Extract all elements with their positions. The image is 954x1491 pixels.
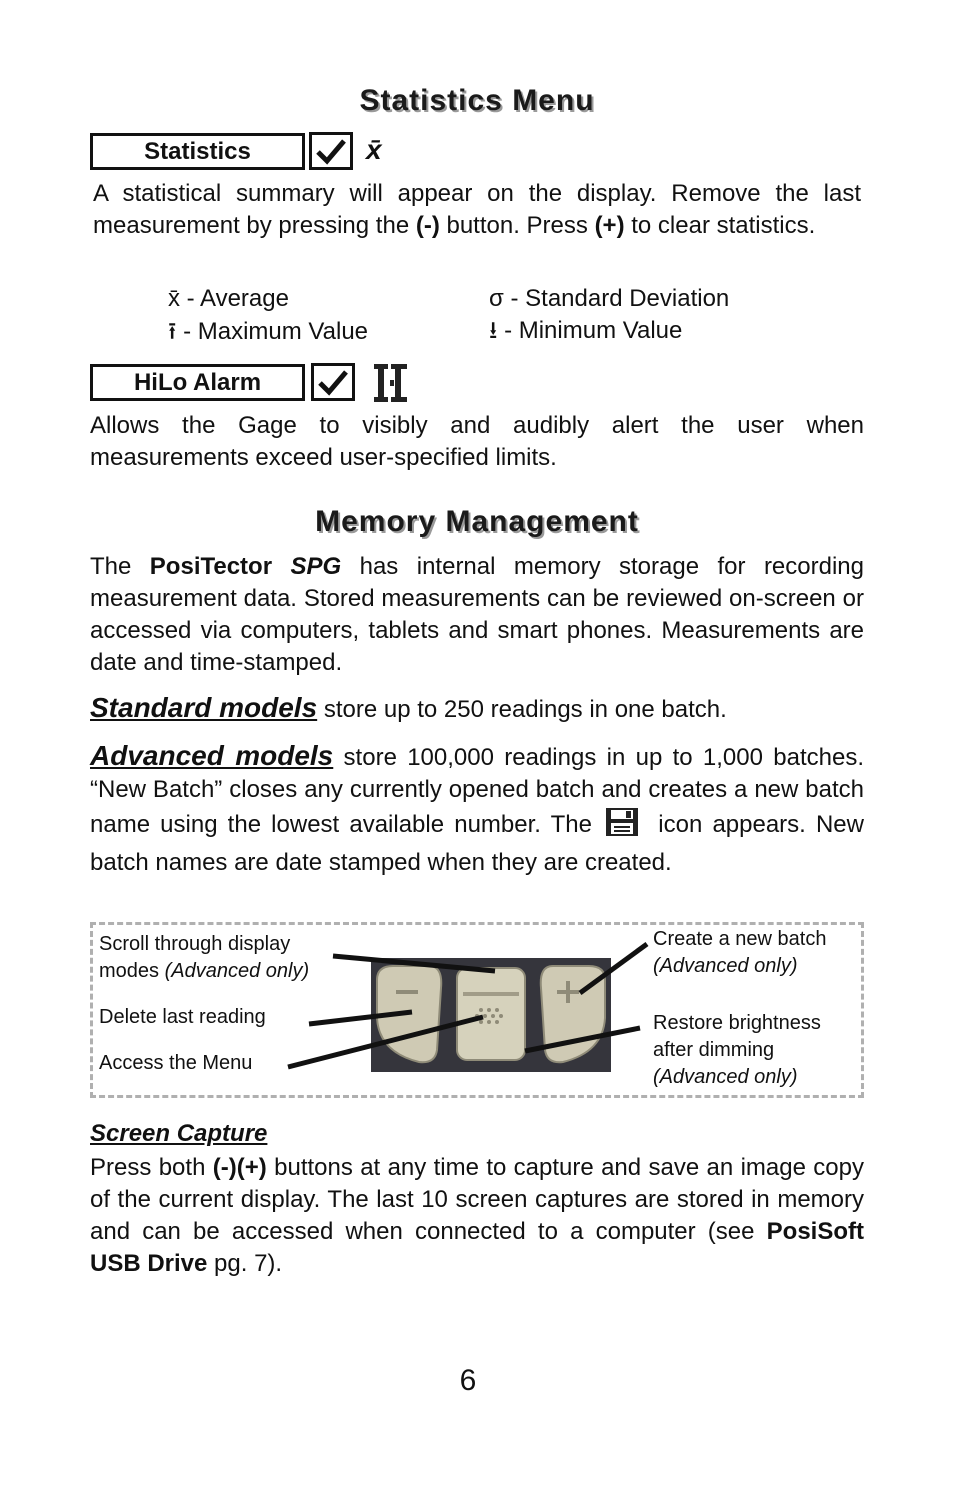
restore-brightness-label: Restore brightness after dimming (Advanced only): [653, 1012, 821, 1088]
advanced-models-paragraph: Advanced models store 100,000 readings in up to 1,000 batches. “New Batch” closes any currently opened batch and creates a new batch name using the lowest available number. The icon appears. New batch names are date stamped when they are created.: [90, 740, 864, 876]
screen-capture-paragraph: Press both (-)(+) buttons at any time to capture and save an image copy of the current display. The last 10 screen captures are stored in memory and can be accessed when connected to a computer (see PosiSoft USB Drive pg. 7).: [90, 1154, 865, 1277]
screen-capture-title: Screen Capture: [90, 1120, 268, 1147]
delete-reading-label: Delete last reading: [99, 1006, 266, 1028]
hilo-alarm-paragraph: Allows the Gage to visibly and audibly alert the user when measurements exceed user-specified limits.: [90, 412, 864, 471]
legend-min: ⭳ - Minimum Value: [489, 317, 683, 344]
statistics-paragraph: A statistical summary will appear on the display. Remove the last measurement by pressing the (-) button. Press (+) to clear statistics.: [93, 180, 861, 239]
page-number: 6: [459, 1364, 477, 1397]
legend-max: ⭱ - Maximum Value: [168, 318, 369, 345]
create-batch-label: Create a new batch (Advanced only): [653, 928, 827, 977]
average-symbol: x̄: [366, 134, 382, 165]
memory-intro-paragraph: The PosiTector SPG has internal memory storage for recording measurement data. Stored measurements can be reviewed on-screen or accessed via computers, tablets and smart phones. Measurements are date and time-stamped.: [90, 553, 864, 676]
access-menu-label: Access the Menu: [99, 1052, 253, 1074]
scroll-display-label: Scroll through display modes (Advanced only): [99, 933, 310, 982]
statistics-label-box: Statistics: [90, 133, 305, 170]
hilo-alarm-label-box: HiLo Alarm: [90, 364, 305, 401]
standard-models-line: Standard models store up to 250 readings in one batch.: [90, 692, 727, 723]
memory-management-heading: Memory Management: [315, 505, 639, 538]
legend-std-dev: σ - Standard Deviation: [489, 285, 730, 312]
statistics-menu-heading: Statistics Menu: [359, 84, 595, 117]
legend-average: x̄ - Average: [168, 285, 289, 312]
